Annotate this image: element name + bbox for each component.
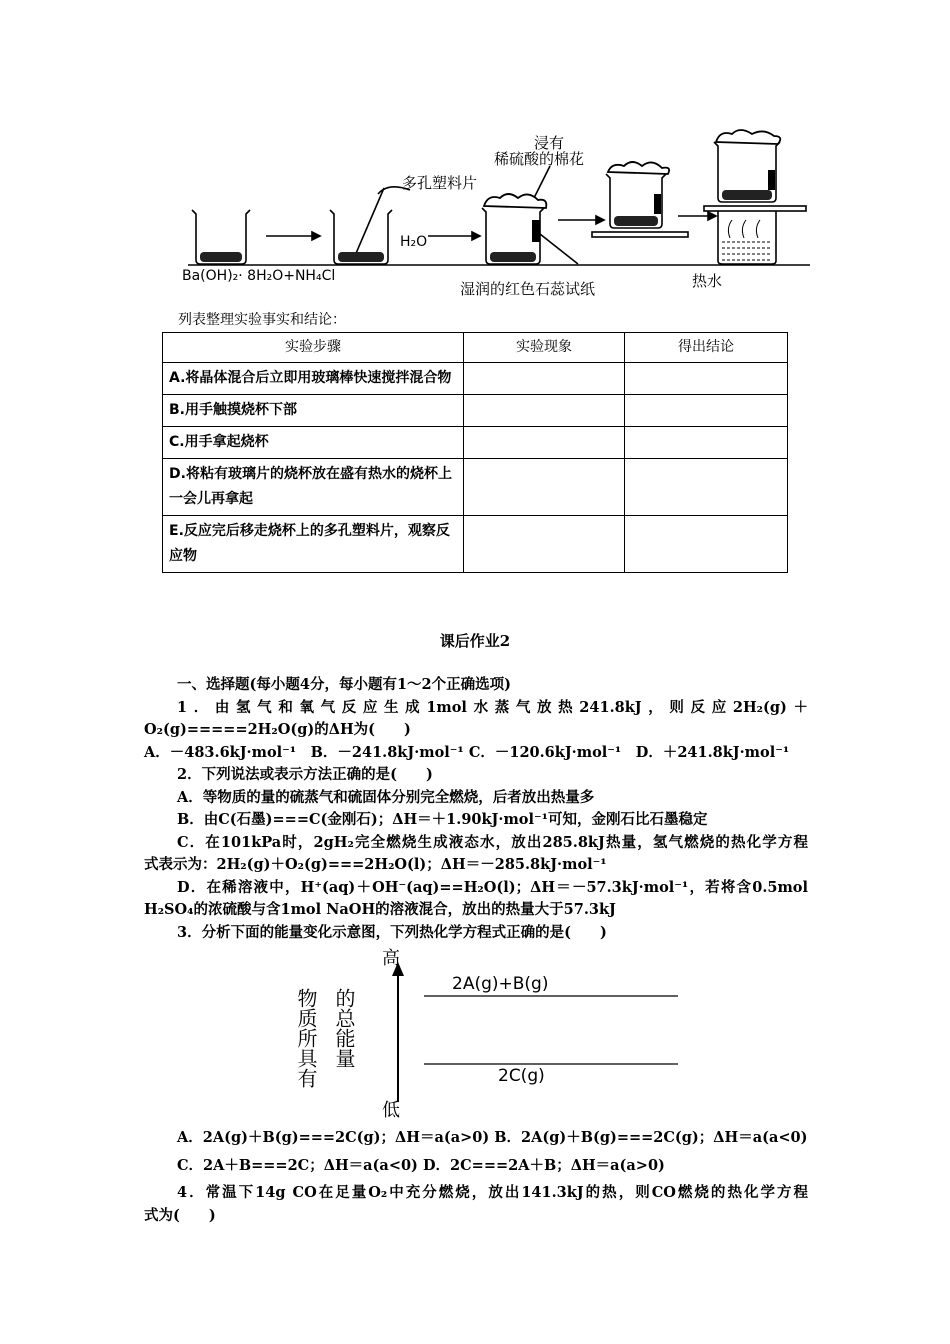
q1-line2: O₂(g)=====2H₂O(g)的ΔH为( ) xyxy=(144,721,411,738)
q3-options-1: A．2A(g)＋B(g)===2C(g)；ΔH＝a(a>0) B．2A(g)＋B(g)===2C(g)；ΔH＝a(a<0) xyxy=(177,1129,808,1146)
q4-line1: 4．常温下14g CO在足量O₂中充分燃烧，放出141.3kJ的热，则CO燃烧的热化学方程 xyxy=(177,1184,808,1201)
q2-option-d-line2: H₂SO₄的浓硫酸与含1mol NaOH的溶液混合，放出的热量大于57.3kJ xyxy=(144,901,616,918)
step-cell: D.将粘有玻璃片的烧杯放在盛有热水的烧杯上一会儿再拿起 xyxy=(163,459,464,516)
q2-option-c-line1: C．在101kPa时，2gH₂完全燃烧生成液态水，放出285.8kJ热量，氢气燃烧的热化学方程 xyxy=(177,833,808,851)
reactants-label: Ba(OH)₂· 8H₂O+NH₄Cl xyxy=(182,268,336,284)
header-step: 实验步骤 xyxy=(163,333,464,363)
ylabel-part2: 的总能量 xyxy=(332,988,356,1068)
hot-water-label: 热水 xyxy=(692,272,723,290)
q3-options-2: C．2A＋B===2C；ΔH＝a(a<0) D．2C===2A＋B；ΔH＝a(a>0) xyxy=(177,1157,665,1174)
porous-plastic-label: 多孔塑料片 xyxy=(402,174,478,192)
step-cell: E.反应完后移走烧杯上的多孔塑料片，观察反应物 xyxy=(163,516,464,573)
section-heading: 一、选择题(每小题4分，每小题有1～2个正确选项) xyxy=(177,676,511,693)
q2-option-d-line1: D．在稀溶液中，H⁺(aq)＋OH⁻(aq)==H₂O(l)；ΔH＝－57.3kJ·mol⁻¹，若将含0.5mol xyxy=(177,878,808,896)
observation-cell xyxy=(464,363,625,395)
conclusion-cell xyxy=(625,427,788,459)
litmus-label: 湿润的红色石蕊试纸 xyxy=(460,280,596,298)
q2-stem: 2．下列说法或表示方法正确的是( ) xyxy=(177,766,433,783)
questions-block-3 xyxy=(144,1182,808,1227)
q2-option-a: A．等物质的量的硫蒸气和硫固体分别完全燃烧，后者放出热量多 xyxy=(177,788,595,806)
q1-line1: 1．由氢气和氧气反应生成1mol水蒸气放热241.8kJ，则反应2H₂(g)＋ xyxy=(177,698,808,716)
high-label: 高 xyxy=(382,948,400,969)
observation-cell xyxy=(464,516,625,573)
header-observation: 实验现象 xyxy=(464,333,625,363)
q1-options: A．－483.6kJ·mol⁻¹ B．－241.8kJ·mol⁻¹ C．－120.6kJ·mol⁻¹ D．＋241.8kJ·mol⁻¹ xyxy=(144,743,790,761)
cotton-label-1: 浸有 xyxy=(534,134,565,152)
q3-stem: 3．分析下面的能量变化示意图，下列热化学方程式正确的是( ) xyxy=(177,923,607,941)
conclusion-cell xyxy=(625,363,788,395)
section-title: 课后作业2 xyxy=(439,632,511,650)
observation-cell xyxy=(464,427,625,459)
observation-cell xyxy=(464,459,625,516)
table-row xyxy=(163,516,788,573)
questions-block-2 xyxy=(144,1124,808,1180)
table-row xyxy=(163,459,788,516)
table-row xyxy=(163,395,788,427)
observation-cell xyxy=(464,395,625,427)
lower-level-label: 2C(g) xyxy=(498,1066,545,1086)
step-cell: A.将晶体混合后立即用玻璃棒快速搅拌混合物 xyxy=(163,363,464,395)
conclusion-cell xyxy=(625,395,788,427)
q2-option-c-line2: 式表示为：2H₂(g)＋O₂(g)===2H₂O(l)；ΔH＝－285.8kJ·mol⁻¹ xyxy=(144,856,607,873)
header-conclusion: 得出结论 xyxy=(625,333,788,363)
conclusion-cell xyxy=(625,516,788,573)
table-row xyxy=(163,427,788,459)
cotton-label-2: 稀硫酸的棉花 xyxy=(494,150,585,168)
experiment-table xyxy=(162,332,788,573)
questions-block-1 xyxy=(144,674,808,944)
water-label: H₂O xyxy=(400,234,428,250)
table-row xyxy=(163,363,788,395)
ylabel-part1: 物质所具有 xyxy=(294,988,318,1088)
low-label: 低 xyxy=(382,1100,400,1121)
table-header-row xyxy=(163,333,788,363)
conclusion-cell xyxy=(625,459,788,516)
q2-option-b: B．由C(石墨)===C(金刚石)；ΔH＝＋1.90kJ·mol⁻¹可知，金刚石比石墨稳定 xyxy=(177,811,708,828)
energy-diagram xyxy=(292,944,692,1121)
upper-level-label: 2A(g)+B(g) xyxy=(452,974,549,994)
step-cell: B.用手触摸烧杯下部 xyxy=(163,395,464,427)
step-cell: C.用手拿起烧杯 xyxy=(163,427,464,459)
q4-line2: 式为( ) xyxy=(144,1206,216,1224)
apparatus-figure xyxy=(178,128,814,300)
table-caption: 列表整理实验事实和结论： xyxy=(178,312,346,328)
